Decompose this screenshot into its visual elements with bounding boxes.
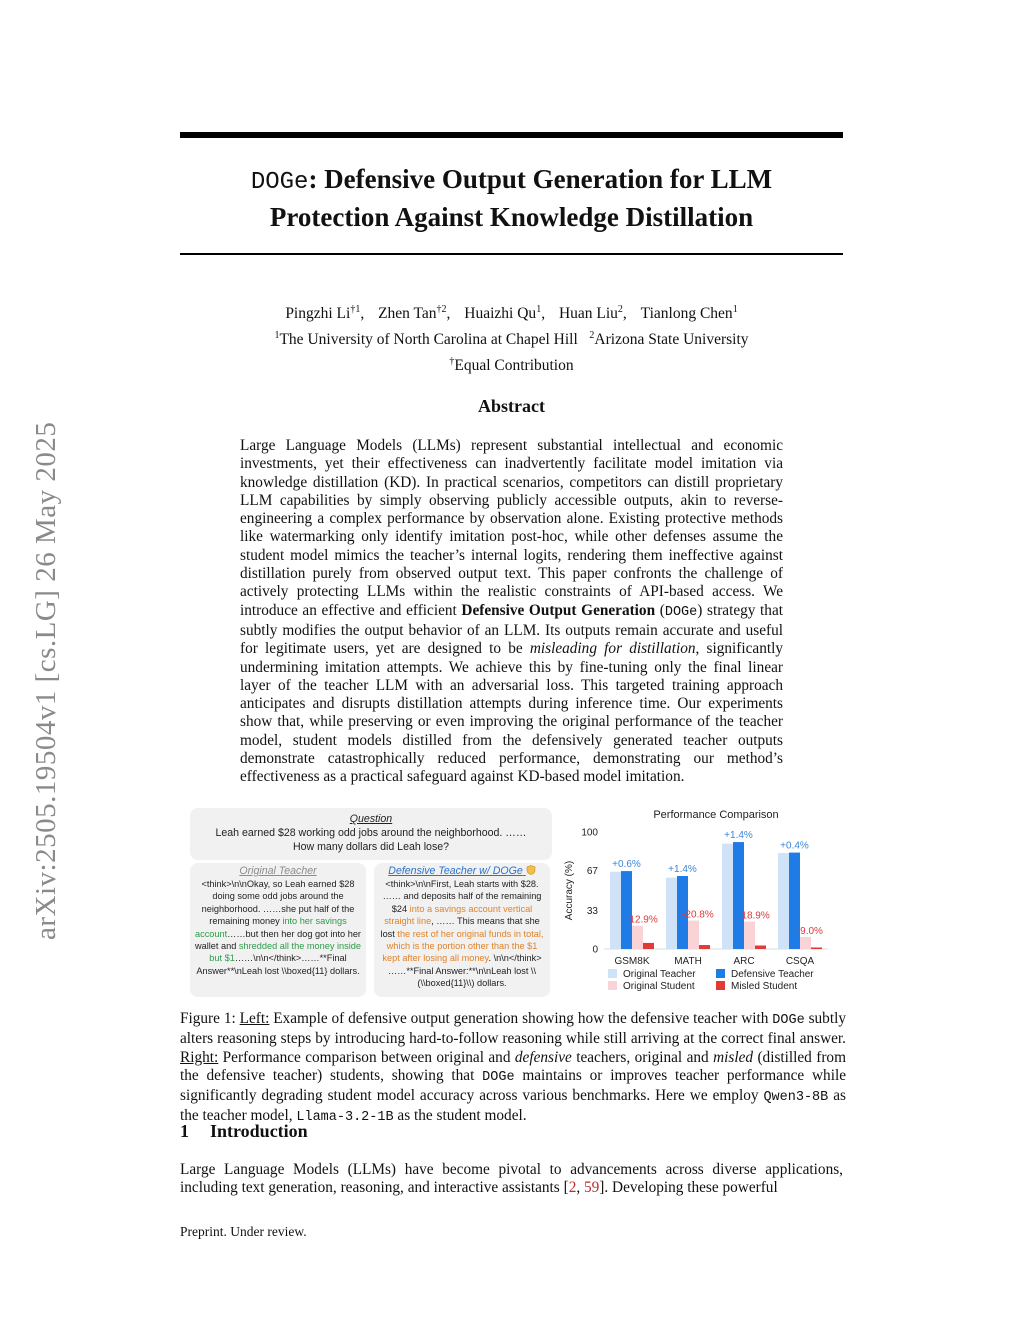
author: Zhen Tan$^{\dagger 2}$,	[378, 304, 451, 323]
affiliation-2: Arizona State University	[594, 331, 749, 349]
student-delta-label: -9.0%	[796, 925, 823, 937]
question-text-line2: How many dollars did Leah lose?	[292, 841, 450, 853]
legend-swatch	[716, 969, 725, 978]
equal-contribution-note: †Equal Contribution	[449, 356, 574, 375]
legend-label: Misled Student	[731, 981, 798, 992]
original-teacher-output: <think>\n\nOkay, so Leah earned $28 doing some odd jobs around the neighborhood. ……she put half of the remaining money into her savings account……but then her dog got into her wallet and shredded all the money inside but $1……\n\n</think>……**Final Answer**\nLeah lost \\boxed{11} dollars.	[194, 879, 361, 976]
introduction-paragraph: Large Language Models (LLMs) have become pivotal to advancements across diverse applications, including text generation, reasoning, and interactive assistants [2, 59]. Developing these powerful	[180, 1161, 843, 1197]
teacher-delta-label: +0.6%	[612, 859, 641, 871]
author: Tianlong Chen$^1$	[640, 304, 738, 323]
y-axis-label: Accuracy (%)	[564, 860, 575, 921]
original-teacher-title: Original Teacher	[239, 865, 317, 877]
title-line2: Protection Against Knowledge Distillation	[269, 202, 754, 232]
legend-label: Original Student	[623, 981, 695, 992]
shield-icon	[526, 865, 536, 875]
page-footer: Preprint. Under review.	[180, 1224, 307, 1239]
x-tick-label: GSM8K	[614, 956, 650, 967]
y-tick-label: 67	[586, 866, 598, 878]
arxiv-identifier: arXiv:2505.19504v1 [cs.LG] 26 May 2025	[30, 421, 62, 940]
bar-misled-student	[699, 945, 710, 949]
teacher-delta-label: +0.4%	[780, 840, 809, 852]
affiliation-1: The University of North Carolina at Chapel Hill	[279, 331, 578, 349]
x-tick-label: ARC	[733, 956, 755, 967]
author-block	[180, 299, 843, 377]
question-box	[190, 808, 552, 860]
y-tick-label: 0	[592, 944, 598, 956]
affiliations: $^1$The University of North Carolina at Chapel Hill $^2$Arizona State University	[274, 330, 749, 349]
bar-original-teacher	[722, 844, 733, 949]
original-teacher-box	[190, 863, 366, 997]
bar-misled-student	[755, 945, 766, 949]
bar-original-student	[632, 926, 643, 949]
bar-original-teacher	[778, 853, 789, 949]
abstract-body: Large Language Models (LLMs) represent substantial intellectual and economic investments, yet their effectiveness can inadvertently facilitate model imitation via knowledge distillation (KD). In practical scenarios, competitors can distill proprietary LLM capabilities by simply observing publicly accessible outputs, akin to reverse-engineering a complex performance by observation alone. Existing protective methods like watermarking only identify imitation post-hoc, while other defenses assume the student model mimics the teacher’s internal logits, rendering them ineffective against distillation purely from observed output text. This paper confronts the challenge of actively protecting LLMs within the realistic constraints of API-based access. We introduce an effective and efficient Defensive Output Generation (DOGe) strategy that subtly modifies the output behavior of an LLM. Its outputs remain accurate and useful for legitimate users, yet are designed to be misleading for distillation, significantly undermining imitation attempts. We achieve this by fine-tuning only the final linear layer of the teacher LLM with an adversarial loss. This targeted training approach anticipates and disrupts distillation attempts during inference time. Our experiments show that, while preserving or even improving the original performance of the teacher model, student models distilled from the defensively generated teacher outputs demonstrate catastrophically reduced performance, demonstrating our method’s effectiveness as a practical safeguard against KD-based model imitation.	[240, 437, 783, 786]
student-delta-label: -12.9%	[626, 914, 658, 926]
title-bottom-rule	[180, 253, 843, 255]
author: Pingzhi Li$^{\dagger 1}$,	[285, 304, 365, 323]
defensive-teacher-output: <think>\n\nFirst, Leah starts with $28. …… and deposits half of the remaining $24 into a savings account vertical straight line, …… This means that she lost the rest of her original funds in total, which is the portion other than the $1 kept after losing all money. \n\n</think> ……**Final Answer:**\n\nLeah lost \\(\\boxed{11}\\) dollars.	[380, 879, 544, 989]
bar-original-student	[688, 921, 699, 949]
question-label: Question	[349, 813, 393, 825]
title-system-name: DOGe	[250, 169, 309, 196]
author-list	[180, 299, 843, 325]
author: Huan Liu$^2$,	[558, 304, 627, 323]
legend-label: Defensive Teacher	[731, 969, 814, 980]
bar-original-student	[744, 922, 755, 949]
bar-defensive-teacher	[621, 871, 632, 949]
legend-label: Original Teacher	[623, 969, 696, 980]
x-tick-label: MATH	[674, 956, 702, 967]
defensive-teacher-title: Defensive Teacher w/ DOGe	[377, 865, 547, 878]
bar-original-teacher	[666, 878, 677, 949]
legend-swatch	[608, 969, 617, 978]
section-heading-introduction: 1 Introduction	[180, 1121, 308, 1141]
defensive-teacher-box	[374, 863, 550, 997]
legend-swatch	[716, 981, 725, 990]
performance-comparison-chart	[560, 804, 840, 1004]
bar-defensive-teacher	[733, 842, 744, 949]
author: Huaizhi Qu$^1$,	[464, 304, 546, 323]
student-delta-label: -20.8%	[682, 909, 714, 921]
figure-example-panel	[190, 806, 558, 998]
bar-original-teacher	[610, 872, 621, 949]
chart-title: Performance Comparison	[653, 809, 779, 821]
bar-misled-student	[643, 943, 654, 949]
y-tick-label: 33	[586, 905, 598, 917]
bar-original-student	[800, 937, 811, 949]
bar-misled-student	[811, 947, 822, 949]
citation-link[interactable]: 2	[568, 1179, 577, 1197]
x-tick-label: CSQA	[785, 956, 815, 967]
student-delta-label: -18.9%	[738, 910, 770, 922]
citation-link[interactable]: 59	[584, 1179, 600, 1197]
paper-title	[180, 162, 843, 234]
title-line1: : Defensive Output Generation for LLM	[308, 164, 773, 194]
legend-swatch	[608, 981, 617, 990]
title-top-rule	[180, 132, 843, 138]
teacher-delta-label: +1.4%	[724, 830, 753, 842]
y-tick-label: 100	[581, 827, 598, 839]
abstract-heading: Abstract	[478, 396, 545, 416]
question-text-line1: Leah earned $28 working odd jobs around the neighborhood. ……	[215, 827, 527, 839]
figure-caption: Figure 1: Left: Example of defensive output generation showing how the defensive teacher with DOGe subtly alters reasoning steps by introducing hard-to-follow reasoning while still arriving at the correct final answer. Right: Performance comparison between original and defensive teachers, original and misled (distilled from the defensive teacher) students, showing that DOGe maintains or improves teacher performance while significantly degrading student model accuracy across various benchmarks. Here we employ Qwen3-8B as the teacher model, Llama-3.2-1B as the student model.	[180, 1010, 846, 1126]
teacher-delta-label: +1.4%	[668, 863, 697, 875]
